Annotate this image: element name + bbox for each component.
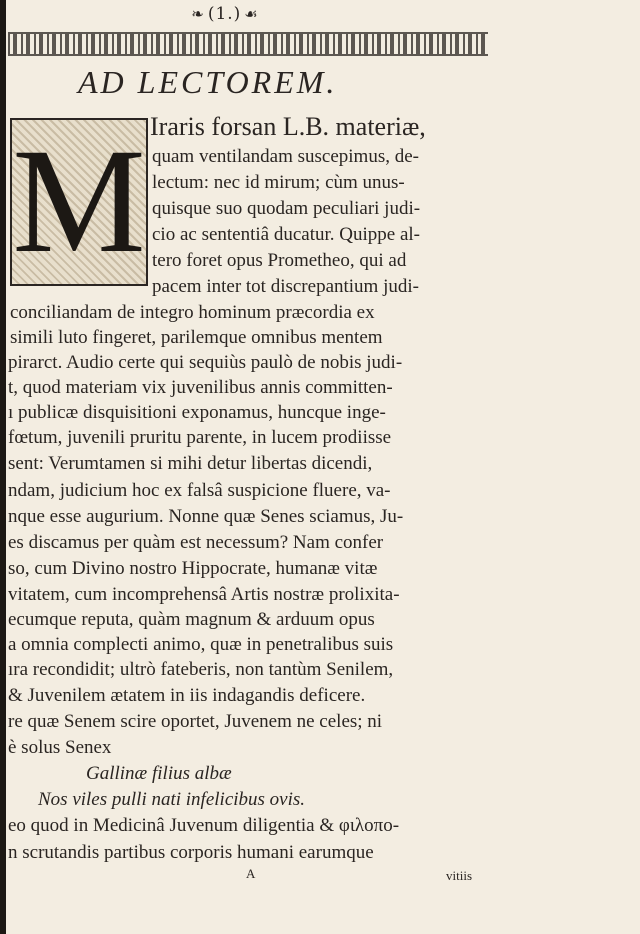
text-line: t, quod materiam vix juvenilibus annis committen- xyxy=(8,377,393,398)
verse-line: Nos viles pulli nati infelicibus ovis. xyxy=(38,789,306,810)
text-line: quam ventilandam suscepimus, de- xyxy=(152,146,419,167)
text-line: nque esse augurium. Nonne quæ Senes sciamus, Ju- xyxy=(8,506,404,527)
page-gutter-shadow xyxy=(0,0,6,934)
text-line: pacem inter tot discrepantium judi- xyxy=(152,276,419,297)
text-line: pirarct. Audio certe qui sequiùs paulò de nobis judi- xyxy=(8,352,403,373)
verse-line: Gallinæ filius albæ xyxy=(86,763,232,784)
text-line: es discamus per quàm est necessum? Nam confer xyxy=(8,532,384,553)
text-line: ecumque reputa, quàm magnum & arduum opus xyxy=(8,609,375,630)
page-number-text: (1.) xyxy=(207,4,242,24)
text-line: ıra recondidit; ultrò fateberis, non tantùm Senilem, xyxy=(8,659,394,680)
signature-mark: A xyxy=(246,866,256,881)
ornamental-headband xyxy=(8,32,488,56)
page-number xyxy=(150,2,300,26)
page-heading: AD LECTOREM. xyxy=(78,64,338,100)
text-line: Iraris forsan L.B. materiæ, xyxy=(150,112,426,141)
text-line: conciliandam de integro hominum præcordia ex xyxy=(10,302,375,323)
text-line: quisque suo quodam peculiari judi- xyxy=(152,198,421,219)
text-line: so, cum Divino nostro Hippocrate, humanæ vitæ xyxy=(8,558,378,579)
text-line: re quæ Senem scire oportet, Juvenem ne celes; ni xyxy=(8,711,383,732)
text-line: ndam, judicium hoc ex falsâ suspicione fluere, va- xyxy=(8,480,391,501)
text-line: lectum: nec id mirum; cùm unus- xyxy=(152,172,405,193)
text-line: n scrutandis partibus corporis humani earumque xyxy=(8,842,374,863)
text-line: tero foret opus Prometheo, qui ad xyxy=(152,250,407,271)
initial-letter: M xyxy=(12,118,146,284)
text-line: vitatem, cum incomprehensâ Artis nostræ prolixita- xyxy=(8,584,400,605)
text-line: & Juvenilem ætatem in iis indagandis deficere. xyxy=(8,685,366,706)
text-line: a omnia complecti animo, quæ in penetralibus suis xyxy=(8,634,394,655)
fleuron-right-icon: ☙ xyxy=(244,5,259,23)
catchword: vitiis xyxy=(446,868,473,883)
text-line: eo quod in Medicinâ Juvenum diligentia & φιλοπο- xyxy=(8,815,400,836)
fleuron-left-icon: ❧ xyxy=(191,5,205,23)
text-line: fœtum, juvenili pruritu parente, in lucem prodiisse xyxy=(8,427,392,448)
text-line: è solus Senex xyxy=(8,737,112,758)
text-line: cio ac sententiâ ducatur. Quippe al- xyxy=(152,224,421,245)
text-line: sent: Verumtamen si mihi detur libertas dicendi, xyxy=(8,453,373,474)
text-line: ı publicæ disquisitioni exponamus, huncque inge- xyxy=(8,402,386,423)
decorated-initial xyxy=(10,118,148,286)
text-line: simili luto fingeret, parilemque omnibus mentem xyxy=(10,327,383,348)
